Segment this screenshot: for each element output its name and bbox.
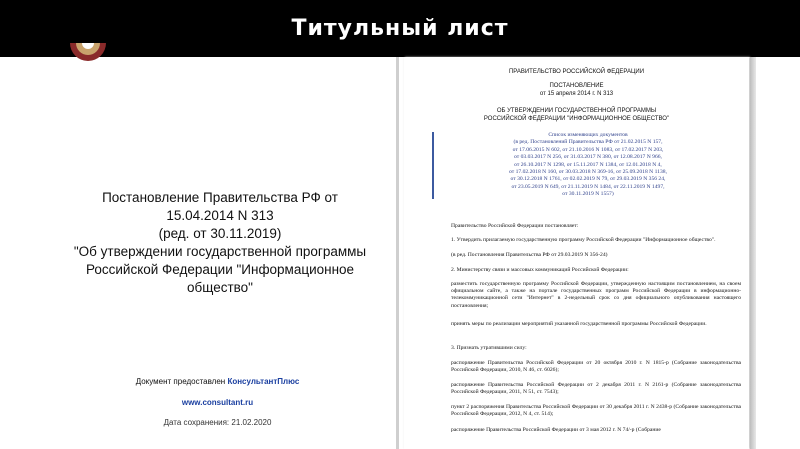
- decree-page: [404, 57, 749, 449]
- provider-url-link[interactable]: www.consultant.ru: [181, 398, 254, 407]
- amendment-line: от 30.11.2019 N 1557): [562, 191, 614, 198]
- page-divider: [396, 57, 399, 449]
- title-line: "Об утверждении государственной программы: [73, 244, 367, 259]
- decree-paragraph: 2. Министерству связи и массовых коммуникаций Российской Федерации:: [451, 267, 629, 273]
- title-line: (ред. от 30.11.2019): [158, 226, 282, 241]
- amendment-line: от 03.03.2017 N 256, от 31.03.2017 N 380, от 12.08.2017 N 966,: [514, 154, 662, 161]
- document-title: [50, 189, 390, 297]
- amendment-line: Список изменяющих документов: [548, 132, 628, 138]
- slide-title: Титульный лист: [291, 16, 509, 41]
- decree-header-line: РОССИЙСКОЙ ФЕДЕРАЦИИ "ИНФОРМАЦИОННОЕ ОБЩЕСТВО": [483, 116, 670, 122]
- decree-paragraph: (в ред. Постановления Правительства РФ от 29.03.2019 N 356-24): [451, 252, 608, 258]
- decree-paragraph: разместить государственную программу Российской Федерации, утвержденную настоящим постановлением, на своем официальном сайте, а также на портале государственных программ Российской Федерации в информационно-телекоммуникационной сети "Интернет" в 2-недельный срок со дня официального опубликования настоящего постановления;: [451, 281, 741, 309]
- decree-paragraph: распоряжение Правительства Российской Федерации от 3 мая 2012 г. N 74/-р (Собрание: [451, 427, 661, 433]
- decree-paragraph: пункт 2 распоряжения Правительства Российской Федерации от 30 декабря 2011 г. N 2438-р (Собрание законодательства Российской Федерации, 2012, N 4, ст. 514);: [451, 404, 741, 418]
- provided-prefix: Документ предоставлен: [135, 377, 226, 386]
- title-line: 15.04.2014 N 313: [166, 208, 274, 223]
- amendment-line: от 26.10.2017 N 1298, от 15.11.2017 N 1384, от 12.01.2018 N 4,: [514, 161, 662, 168]
- amendment-line: от 23.05.2019 N 649, от 21.11.2019 N 1484, от 22.11.2019 N 1497,: [511, 183, 665, 190]
- decree-header-line: ПОСТАНОВЛЕНИЕ: [549, 83, 604, 89]
- decree-paragraph: распоряжение Правительства Российской Федерации от 2 декабря 2011 г. N 2161-р (Собрание законодательства Российской Федерации, 2011, N 51, ст. 7543);: [451, 382, 741, 396]
- amendment-line: (в ред. Постановлений Правительства РФ от 21.02.2015 N 157,: [513, 139, 663, 146]
- provider-brand: КонсультантПлюс: [227, 377, 300, 386]
- amendment-line: от 17.06.2015 N 602, от 21.10.2016 N 1083, от 17.02.2017 N 203,: [512, 146, 664, 153]
- title-page: [40, 57, 395, 449]
- decree-paragraph: принять меры по реализации мероприятий указанной государственной программы Российской Федерации.: [451, 321, 707, 327]
- decree-header-line: ОБ УТВЕРЖДЕНИИ ГОСУДАРСТВЕННОЙ ПРОГРАММЫ: [496, 108, 657, 114]
- title-line: Российской Федерации "Информационное: [85, 262, 355, 277]
- decree-header-line: ПРАВИТЕЛЬСТВО РОССИЙСКОЙ ФЕДЕРАЦИИ: [508, 69, 645, 75]
- consultant-logo-icon: [68, 43, 108, 71]
- slide-title-bar: [0, 0, 800, 57]
- provided-by: [40, 377, 395, 386]
- decree-paragraph: распоряжение Правительства Российской Федерации от 20 октября 2010 г. N 1815-р (Собрание законодательства Российской Федерации, 2010, N 46, ст. 6026);: [451, 360, 741, 374]
- decree-paragraph: 1. Утвердить прилагаемую государственную программу Российской Федерации "Информационное общество".: [451, 237, 716, 243]
- page-edge-shadow: [750, 57, 756, 449]
- save-date: Дата сохранения: 21.02.2020: [163, 418, 272, 427]
- amendment-line: от 30.12.2018 N 1761, от 02.02.2019 N 79, от 29.03.2019 N 356 24,: [510, 176, 666, 183]
- decree-header-line: от 15 апреля 2014 г. N 313: [539, 91, 614, 97]
- decree-paragraph: 3. Признать утратившими силу:: [451, 345, 527, 351]
- decree-paragraph: Правительство Российской Федерации постановляет:: [451, 223, 579, 229]
- amendment-line: от 17.02.2018 N 160, от 30.03.2018 N 369-16, от 25.09.2018 N 1138,: [509, 169, 667, 176]
- amendments-list: [432, 132, 742, 199]
- title-line: Постановление Правительства РФ от: [102, 190, 338, 205]
- title-line: общество": [187, 280, 253, 295]
